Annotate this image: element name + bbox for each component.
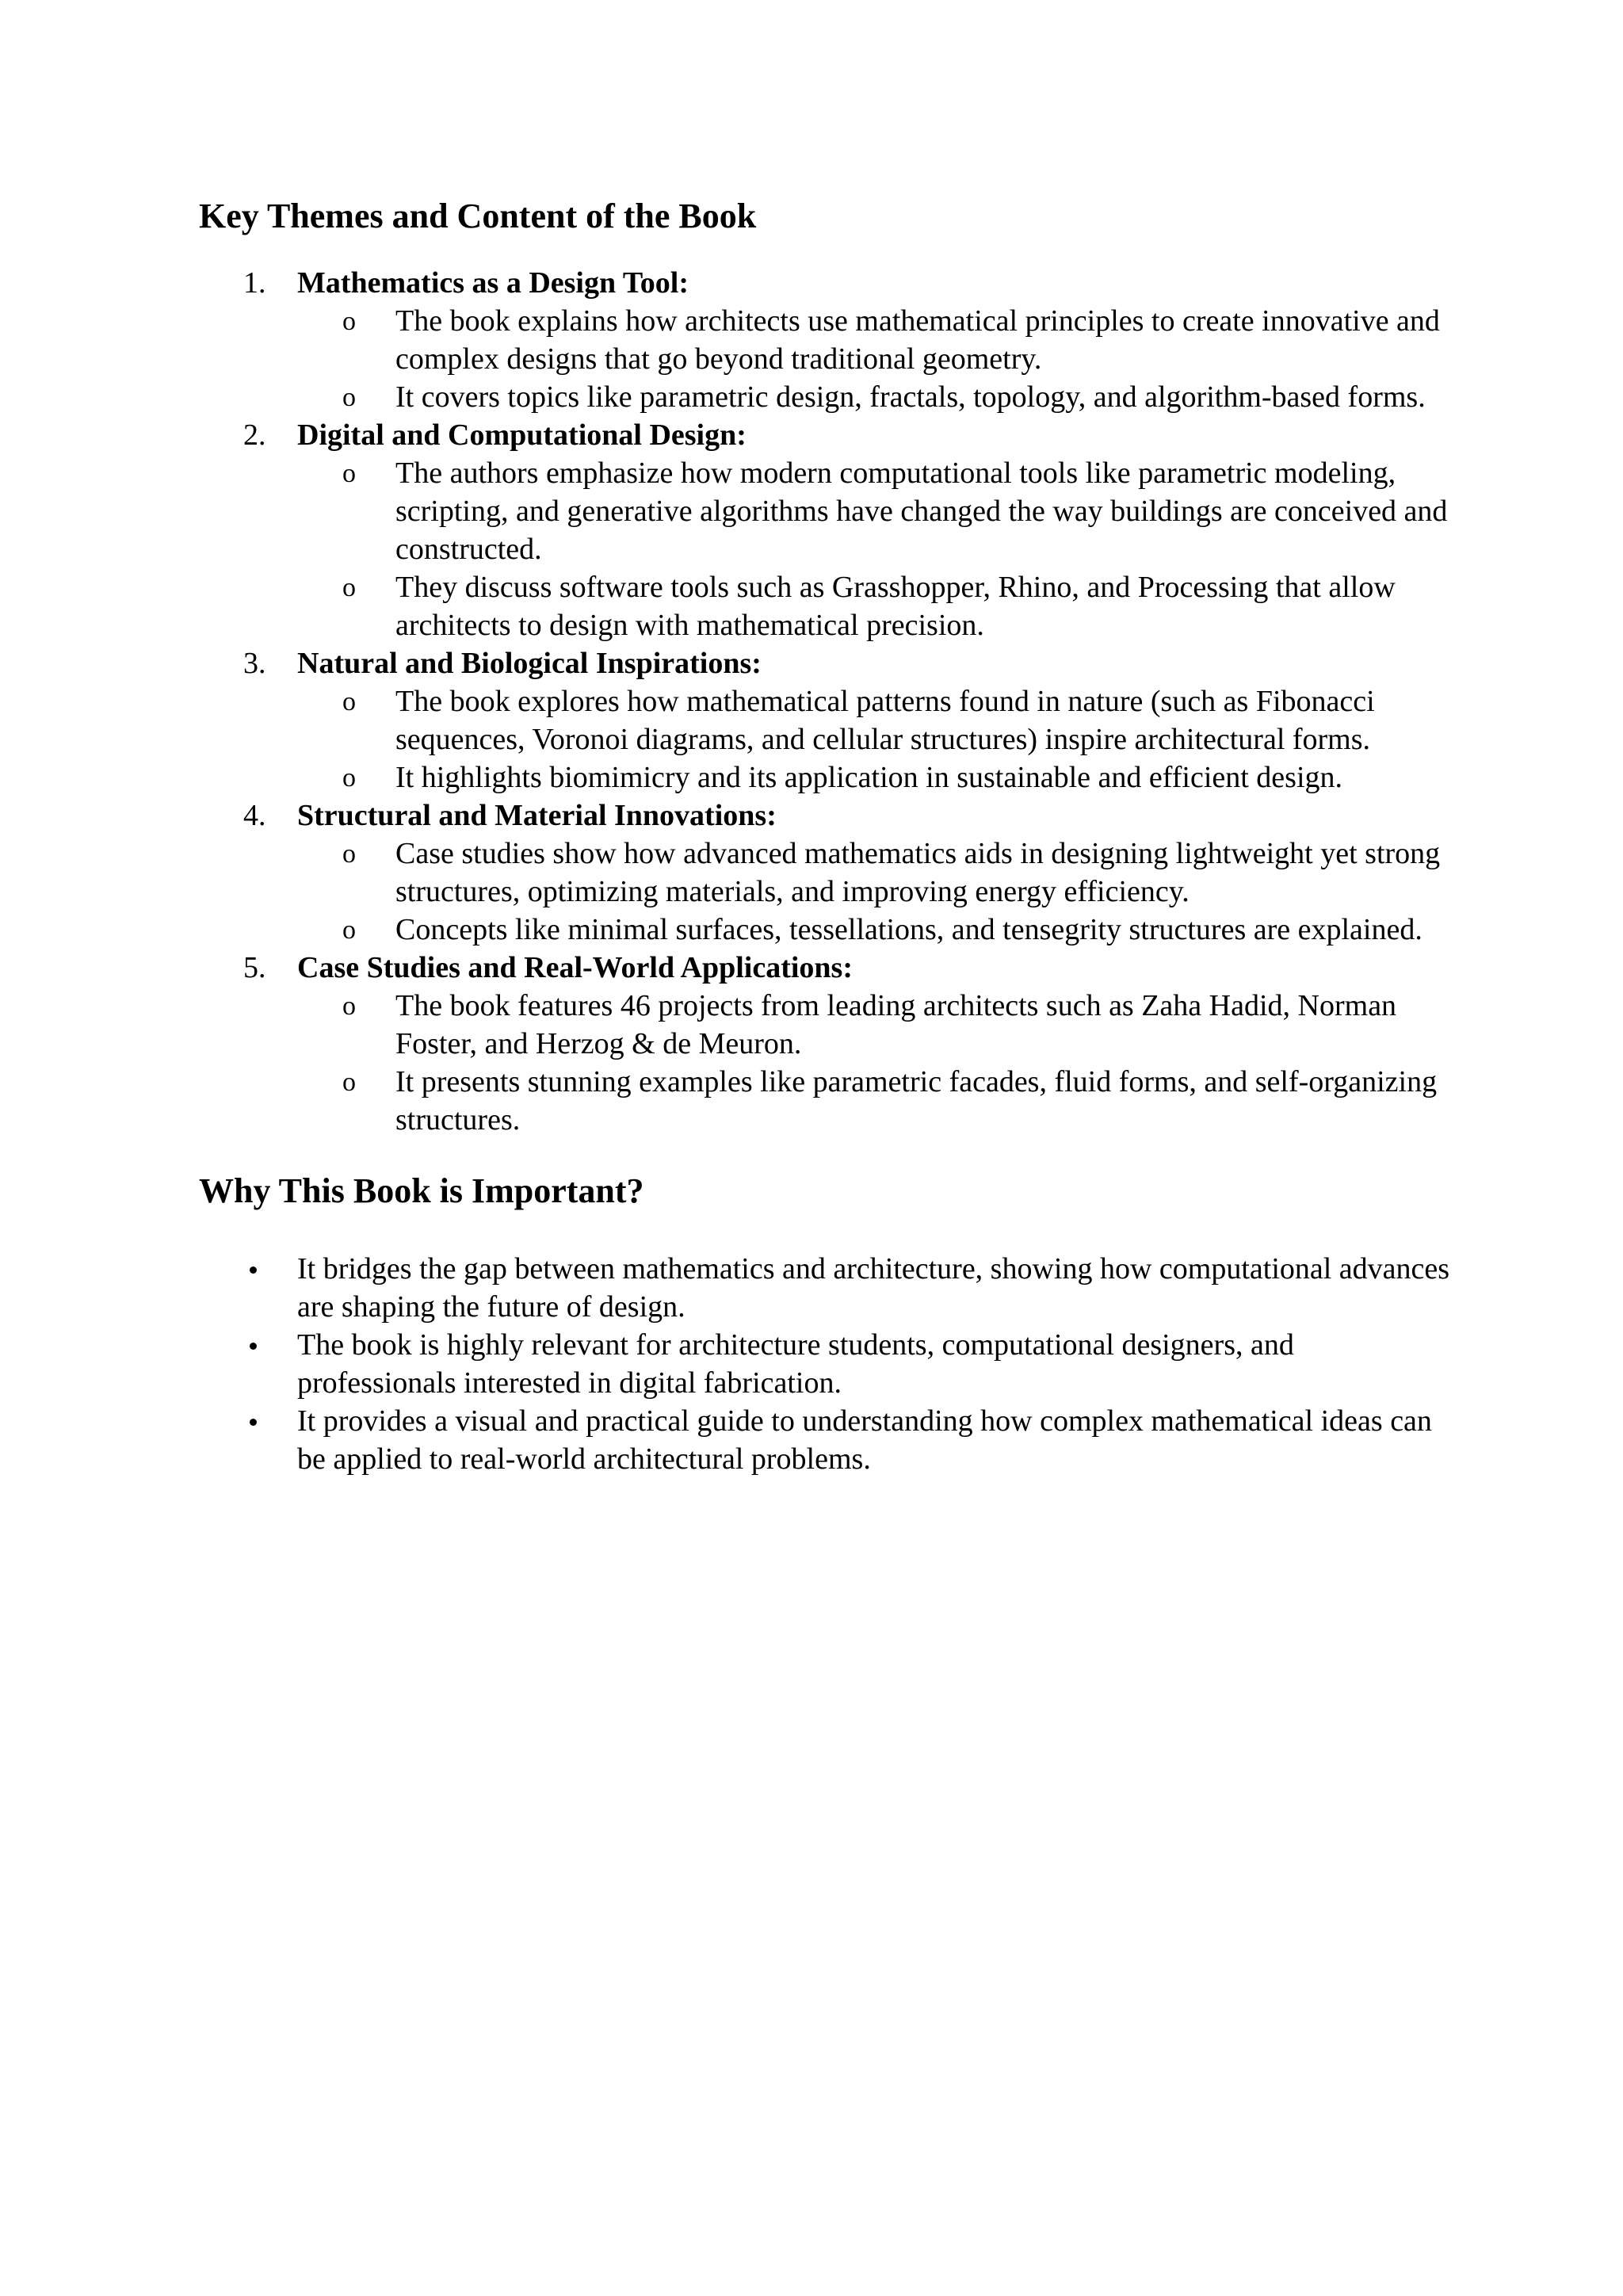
importance-item	[199, 1326, 1451, 1402]
importance-text: It provides a visual and practical guide to understanding how complex mathematical ideas can be applied to real-world architectural problems.	[297, 1404, 1432, 1476]
theme-points	[297, 454, 1451, 644]
theme-title: Structural and Material Innovations:	[297, 799, 777, 832]
importance-text: The book is highly relevant for architecture students, computational designers, and professionals interested in digital fabrication.	[297, 1328, 1294, 1400]
theme-points	[297, 835, 1451, 949]
theme-item-2	[199, 416, 1451, 644]
theme-item-4	[199, 797, 1451, 949]
theme-point	[297, 911, 1451, 949]
importance-item	[199, 1402, 1451, 1478]
theme-number: 5.	[243, 951, 266, 984]
section-heading-key-themes: Key Themes and Content of the Book	[199, 197, 757, 235]
section-heading-why-important: Why This Book is Important?	[199, 1171, 644, 1210]
circle-bullet-icon: o	[342, 383, 356, 412]
theme-number: 2.	[243, 418, 266, 452]
theme-title: Natural and Biological Inspirations:	[297, 647, 762, 680]
circle-bullet-icon: o	[342, 573, 356, 602]
theme-points	[297, 302, 1451, 416]
circle-bullet-icon: o	[342, 991, 356, 1021]
theme-point-text: It covers topics like parametric design, fractals, topology, and algorithm-based forms.	[395, 380, 1426, 414]
theme-number: 3.	[243, 647, 266, 680]
theme-point	[297, 568, 1451, 644]
circle-bullet-icon: o	[342, 1068, 356, 1097]
importance-list	[199, 1250, 1451, 1478]
theme-number: 1.	[243, 266, 266, 300]
theme-title: Mathematics as a Design Tool:	[297, 266, 689, 300]
circle-bullet-icon: o	[342, 307, 356, 336]
bullet-dot-icon	[250, 1419, 257, 1426]
theme-point	[297, 378, 1451, 416]
bullet-dot-icon	[250, 1343, 257, 1350]
theme-points	[297, 987, 1451, 1139]
circle-bullet-icon: o	[342, 459, 356, 488]
theme-title: Digital and Computational Design:	[297, 418, 747, 452]
theme-point-text: They discuss software tools such as Grasshopper, Rhino, and Processing that allow architects to design with mathematical precision.	[395, 571, 1396, 642]
document-content	[199, 194, 1451, 1478]
theme-point	[297, 454, 1451, 568]
theme-item-3	[199, 644, 1451, 797]
theme-point	[297, 682, 1451, 758]
theme-number: 4.	[243, 799, 266, 832]
theme-point-text: The authors emphasize how modern computational tools like parametric modeling, scripting, and generative algorithms have changed the way buildings are conceived and constructed.	[395, 457, 1448, 566]
theme-points	[297, 682, 1451, 797]
circle-bullet-icon: o	[342, 687, 356, 716]
importance-item	[199, 1250, 1451, 1326]
theme-point	[297, 987, 1451, 1063]
theme-point	[297, 1063, 1451, 1139]
theme-point-text: The book features 46 projects from leading architects such as Zaha Hadid, Norman Foster, and Herzog & de Meuron.	[395, 989, 1397, 1060]
theme-point	[297, 302, 1451, 378]
theme-point-text: The book explains how architects use mathematical principles to create innovative and complex designs that go beyond traditional geometry.	[395, 304, 1440, 376]
circle-bullet-icon: o	[342, 763, 356, 793]
importance-text: It bridges the gap between mathematics and architecture, showing how computational advances are shaping the future of design.	[297, 1252, 1450, 1324]
theme-point-text: Case studies show how advanced mathematics aids in designing lightweight yet strong structures, optimizing materials, and improving energy efficiency.	[395, 837, 1441, 908]
theme-point-text: The book explores how mathematical patterns found in nature (such as Fibonacci sequences, Voronoi diagrams, and cellular structures) inspire architectural forms.	[395, 685, 1375, 756]
circle-bullet-icon: o	[342, 839, 356, 869]
bullet-dot-icon	[250, 1266, 257, 1274]
theme-point	[297, 835, 1451, 911]
theme-item-1	[199, 264, 1451, 416]
themes-list	[199, 264, 1451, 1139]
theme-point-text: It presents stunning examples like parametric facades, fluid forms, and self-organizing structures.	[395, 1065, 1438, 1137]
theme-point	[297, 758, 1451, 797]
theme-point-text: Concepts like minimal surfaces, tessellations, and tensegrity structures are explained.	[395, 913, 1423, 946]
theme-item-5	[199, 949, 1451, 1139]
theme-title: Case Studies and Real-World Applications:	[297, 951, 853, 984]
theme-point-text: It highlights biomimicry and its application in sustainable and efficient design.	[395, 761, 1343, 794]
circle-bullet-icon: o	[342, 915, 356, 945]
